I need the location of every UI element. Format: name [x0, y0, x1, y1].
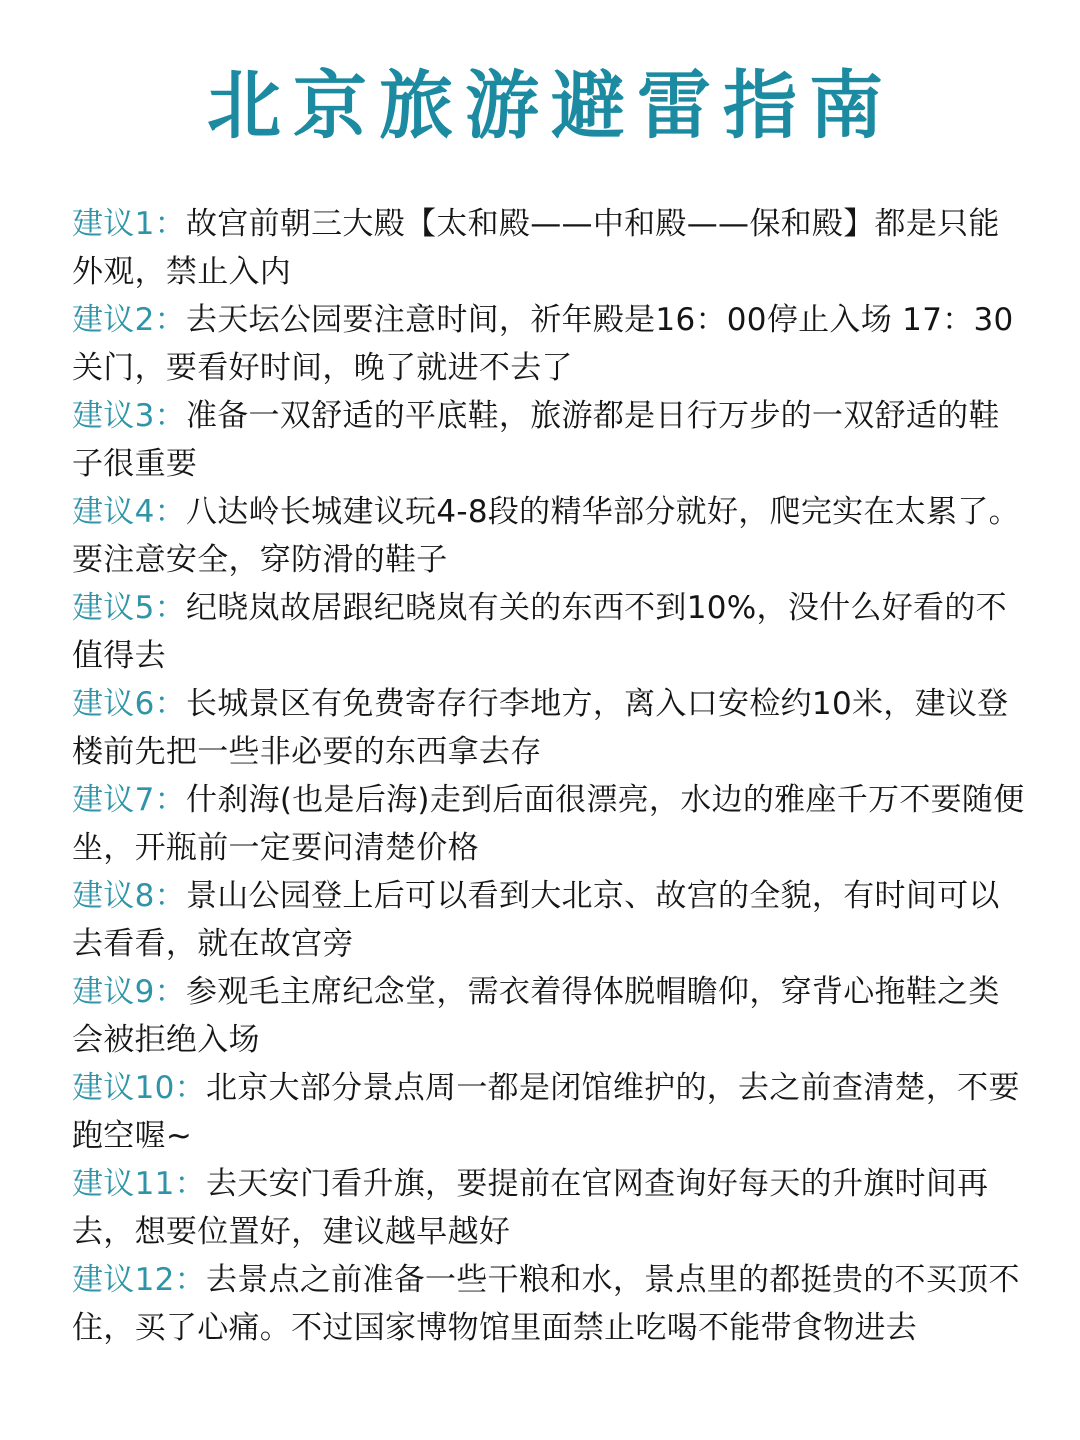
page-title: 北京旅游避雷指南 [207, 63, 895, 149]
tip-text: 准备一双舒适的平底鞋，旅游都是日行万步的一双舒适的鞋子很重要 [72, 398, 1000, 482]
tip-text: 参观毛主席纪念堂，需衣着得体脱帽瞻仰，穿背心拖鞋之类会被拒绝入场 [72, 974, 1000, 1058]
tip-label: 建议12： [72, 1262, 206, 1298]
tip-label: 建议11： [72, 1166, 206, 1202]
tip-item-10 [72, 1064, 1030, 1160]
tip-item-5 [72, 584, 1030, 680]
tip-item-3 [72, 392, 1030, 488]
tip-label: 建议10： [72, 1070, 206, 1106]
tip-label: 建议1： [72, 206, 186, 242]
tip-item-2 [72, 296, 1030, 392]
tip-text: 什刹海(也是后海)走到后面很漂亮，水边的雅座千万不要随便坐，开瓶前一定要问清楚价格 [72, 782, 1025, 866]
tip-label: 建议3： [72, 398, 186, 434]
tip-text: 长城景区有免费寄存行李地方，离入口安检约10米，建议登楼前先把一些非必要的东西拿去存 [72, 686, 1009, 770]
tip-label: 建议4： [72, 494, 186, 530]
tip-item-8 [72, 872, 1030, 968]
tips-list [72, 200, 1030, 1352]
tip-text: 八达岭长城建议玩4-8段的精华部分就好，爬完实在太累了。要注意安全，穿防滑的鞋子 [72, 494, 1020, 578]
tip-text: 故宫前朝三大殿【太和殿——中和殿——保和殿】都是只能外观，禁止入内 [72, 206, 1000, 290]
tip-label: 建议7： [72, 782, 186, 818]
tip-item-11 [72, 1160, 1030, 1256]
tip-item-7 [72, 776, 1030, 872]
tip-item-12 [72, 1256, 1030, 1352]
tip-text: 去天安门看升旗，要提前在官网查询好每天的升旗时间再去，想要位置好，建议越早越好 [72, 1166, 989, 1250]
tip-item-6 [72, 680, 1030, 776]
tip-label: 建议6： [72, 686, 186, 722]
tip-text: 去天坛公园要注意时间，祈年殿是16：00停止入场 17：30关门，要看好时间，晚了就进不去了 [72, 302, 1014, 386]
tip-text: 景山公园登上后可以看到大北京、故宫的全貌，有时间可以去看看，就在故宫旁 [72, 878, 1000, 962]
tip-text: 纪晓岚故居跟纪晓岚有关的东西不到10%，没什么好看的不值得去 [72, 590, 1007, 674]
tip-text: 去景点之前准备一些干粮和水，景点里的都挺贵的不买顶不住，买了心痛。不过国家博物馆里面禁止吃喝不能带食物进去 [72, 1262, 1020, 1346]
tip-item-9 [72, 968, 1030, 1064]
tip-item-4 [72, 488, 1030, 584]
tip-label: 建议2： [72, 302, 186, 338]
tip-label: 建议8： [72, 878, 186, 914]
tip-label: 建议5： [72, 590, 186, 626]
tip-text: 北京大部分景点周一都是闭馆维护的，去之前查清楚，不要跑空喔~ [72, 1070, 1020, 1154]
tip-label: 建议9： [72, 974, 186, 1010]
tip-item-1 [72, 200, 1030, 296]
